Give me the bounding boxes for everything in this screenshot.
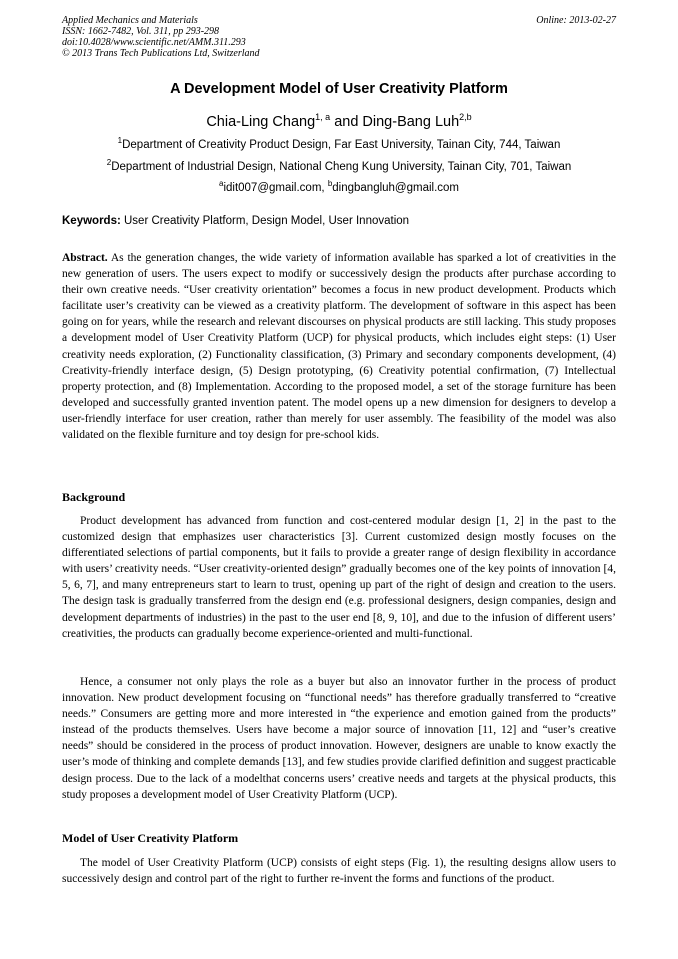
email-a: idit007@gmail.com,	[223, 182, 325, 194]
abstract-text: As the generation changes, the wide variety of information available has sparked a lot of creativities in the new generation of users. The users expect to modify or successively design the products after purchase according to their own creative needs. “User creativity orientation” becomes a focus in new product development. Products which facilitate user’s creativity can be viewed as a creativity platform. The development of software in this aspect has been going on for years, while the research and relevant discourses on physical products are still lacking. This study proposes a development model of User Creativity Platform (UCP) for physical products, which includes eight steps: (1) User creativity needs exploration, (2) Functionality classification, (3) Primary and secondary components development, (4) Creativity-friendly interface design, (5) Design prototyping, (6) Creativity potential confirmation, (7) Intellectual property protection, and (8) Implementation. According to the proposed model, a set of the storage furniture has been developed and successfully granted invention patent. The model opens up a new dimension for designers to develop a user-friendly interface for user creation, rather than merely for user assembly. The feasibility of the model was also validated on the flexible furniture and toy design for pre-school kids.	[62, 252, 616, 442]
background-heading: Background	[62, 490, 126, 504]
affiliation-1	[0, 136, 678, 151]
author-2-name: Ding-Bang Luh	[362, 114, 460, 130]
affiliation-2-text: Department of Industrial Design, National Cheng Kung University, Tainan City, 701, Taiwan	[111, 161, 572, 173]
email-line	[0, 179, 678, 194]
online-date: Online: 2013-02-27	[536, 15, 616, 26]
author-line	[0, 114, 678, 130]
copyright-line: © 2013 Trans Tech Publications Ltd, Switzerland	[62, 48, 260, 59]
email-a-superscript: a	[218, 179, 224, 188]
keywords-label: Keywords:	[62, 215, 121, 227]
affiliation-1-text: Department of Creativity Product Design, Far East University, Tainan City, 744, Taiwan	[122, 139, 561, 151]
author-2-superscript: 2,b	[459, 112, 472, 122]
paper-title: A Development Model of User Creativity Platform	[170, 81, 508, 97]
journal-name: Applied Mechanics and Materials	[62, 15, 198, 26]
author-1-superscript: 1, a	[315, 112, 331, 122]
issn-line: ISSN: 1662-7482, Vol. 311, pp 293-298	[62, 26, 220, 37]
doi-line: doi:10.4028/www.scientific.net/AMM.311.293	[62, 37, 246, 48]
background-paragraph-1: Product development has advanced from function and cost-centered modular design [1, 2] in the past to the customized design that emphasizes user characteristics [3]. Current customized design mostly focuses on the differentiated selections of partial components, but it fails to provide a greater range of design flexibility in accordance with users’ creativity needs. “User creativity-oriented design” gradually becomes one of the key points of innovation [4, 5, 6, 7], and many entrepreneurs start to learn to trust, opening up part of the right of design and creation to the users. The design task is gradually transferred from the design end (e.g. professional designers, design companies, design and development departments of industries) in the past to the user end [8, 9, 10], and due to the infusion of different users’ creativities, the products can gradually become experience-oriented and multi-functional.	[62, 515, 616, 640]
email-b: dingbangluh@gmail.com	[332, 182, 460, 194]
affiliation-2-superscript: 2	[106, 158, 112, 167]
abstract-label: Abstract.	[62, 252, 108, 264]
background-paragraph-2: Hence, a consumer not only plays the role as a buyer but also an innovator further in the process of product innovation. New product development focusing on “functional needs” has therefore gradually transferred to “creative needs.” Consumers are getting more and more interested in “the experience and emotion gained from the products” instead of the products themselves. Users have become a major source of innovation [11, 12] and “user’s creative needs” should be considered in the process of product innovation. However, designers are unable to know exactly the user’s mode of thinking and complete demands [13], and few studies provide clarified definition and suggest practicable design process. Due to the lack of a modelthat concerns users’ creative needs and targets at the physical products, this study proposes a development model of User Creativity Platform (UCP).	[62, 676, 616, 801]
affiliation-2	[0, 158, 678, 173]
author-connector: and	[334, 114, 359, 130]
abstract	[62, 250, 616, 443]
journal-header	[62, 15, 616, 59]
model-section-heading: Model of User Creativity Platform	[62, 831, 239, 845]
model-section-paragraph-1: The model of User Creativity Platform (UCP) consists of eight steps (Fig. 1), the resulting designs allow users to successively design and control part of the right to further re-invent the forms and functions of the product.	[62, 857, 616, 886]
keywords	[62, 215, 616, 227]
author-1-name: Chia-Ling Chang	[206, 114, 316, 130]
keywords-text: User Creativity Platform, Design Model, User Innovation	[124, 215, 410, 227]
email-b-superscript: b	[327, 179, 333, 188]
affiliation-1-superscript: 1	[117, 136, 123, 145]
